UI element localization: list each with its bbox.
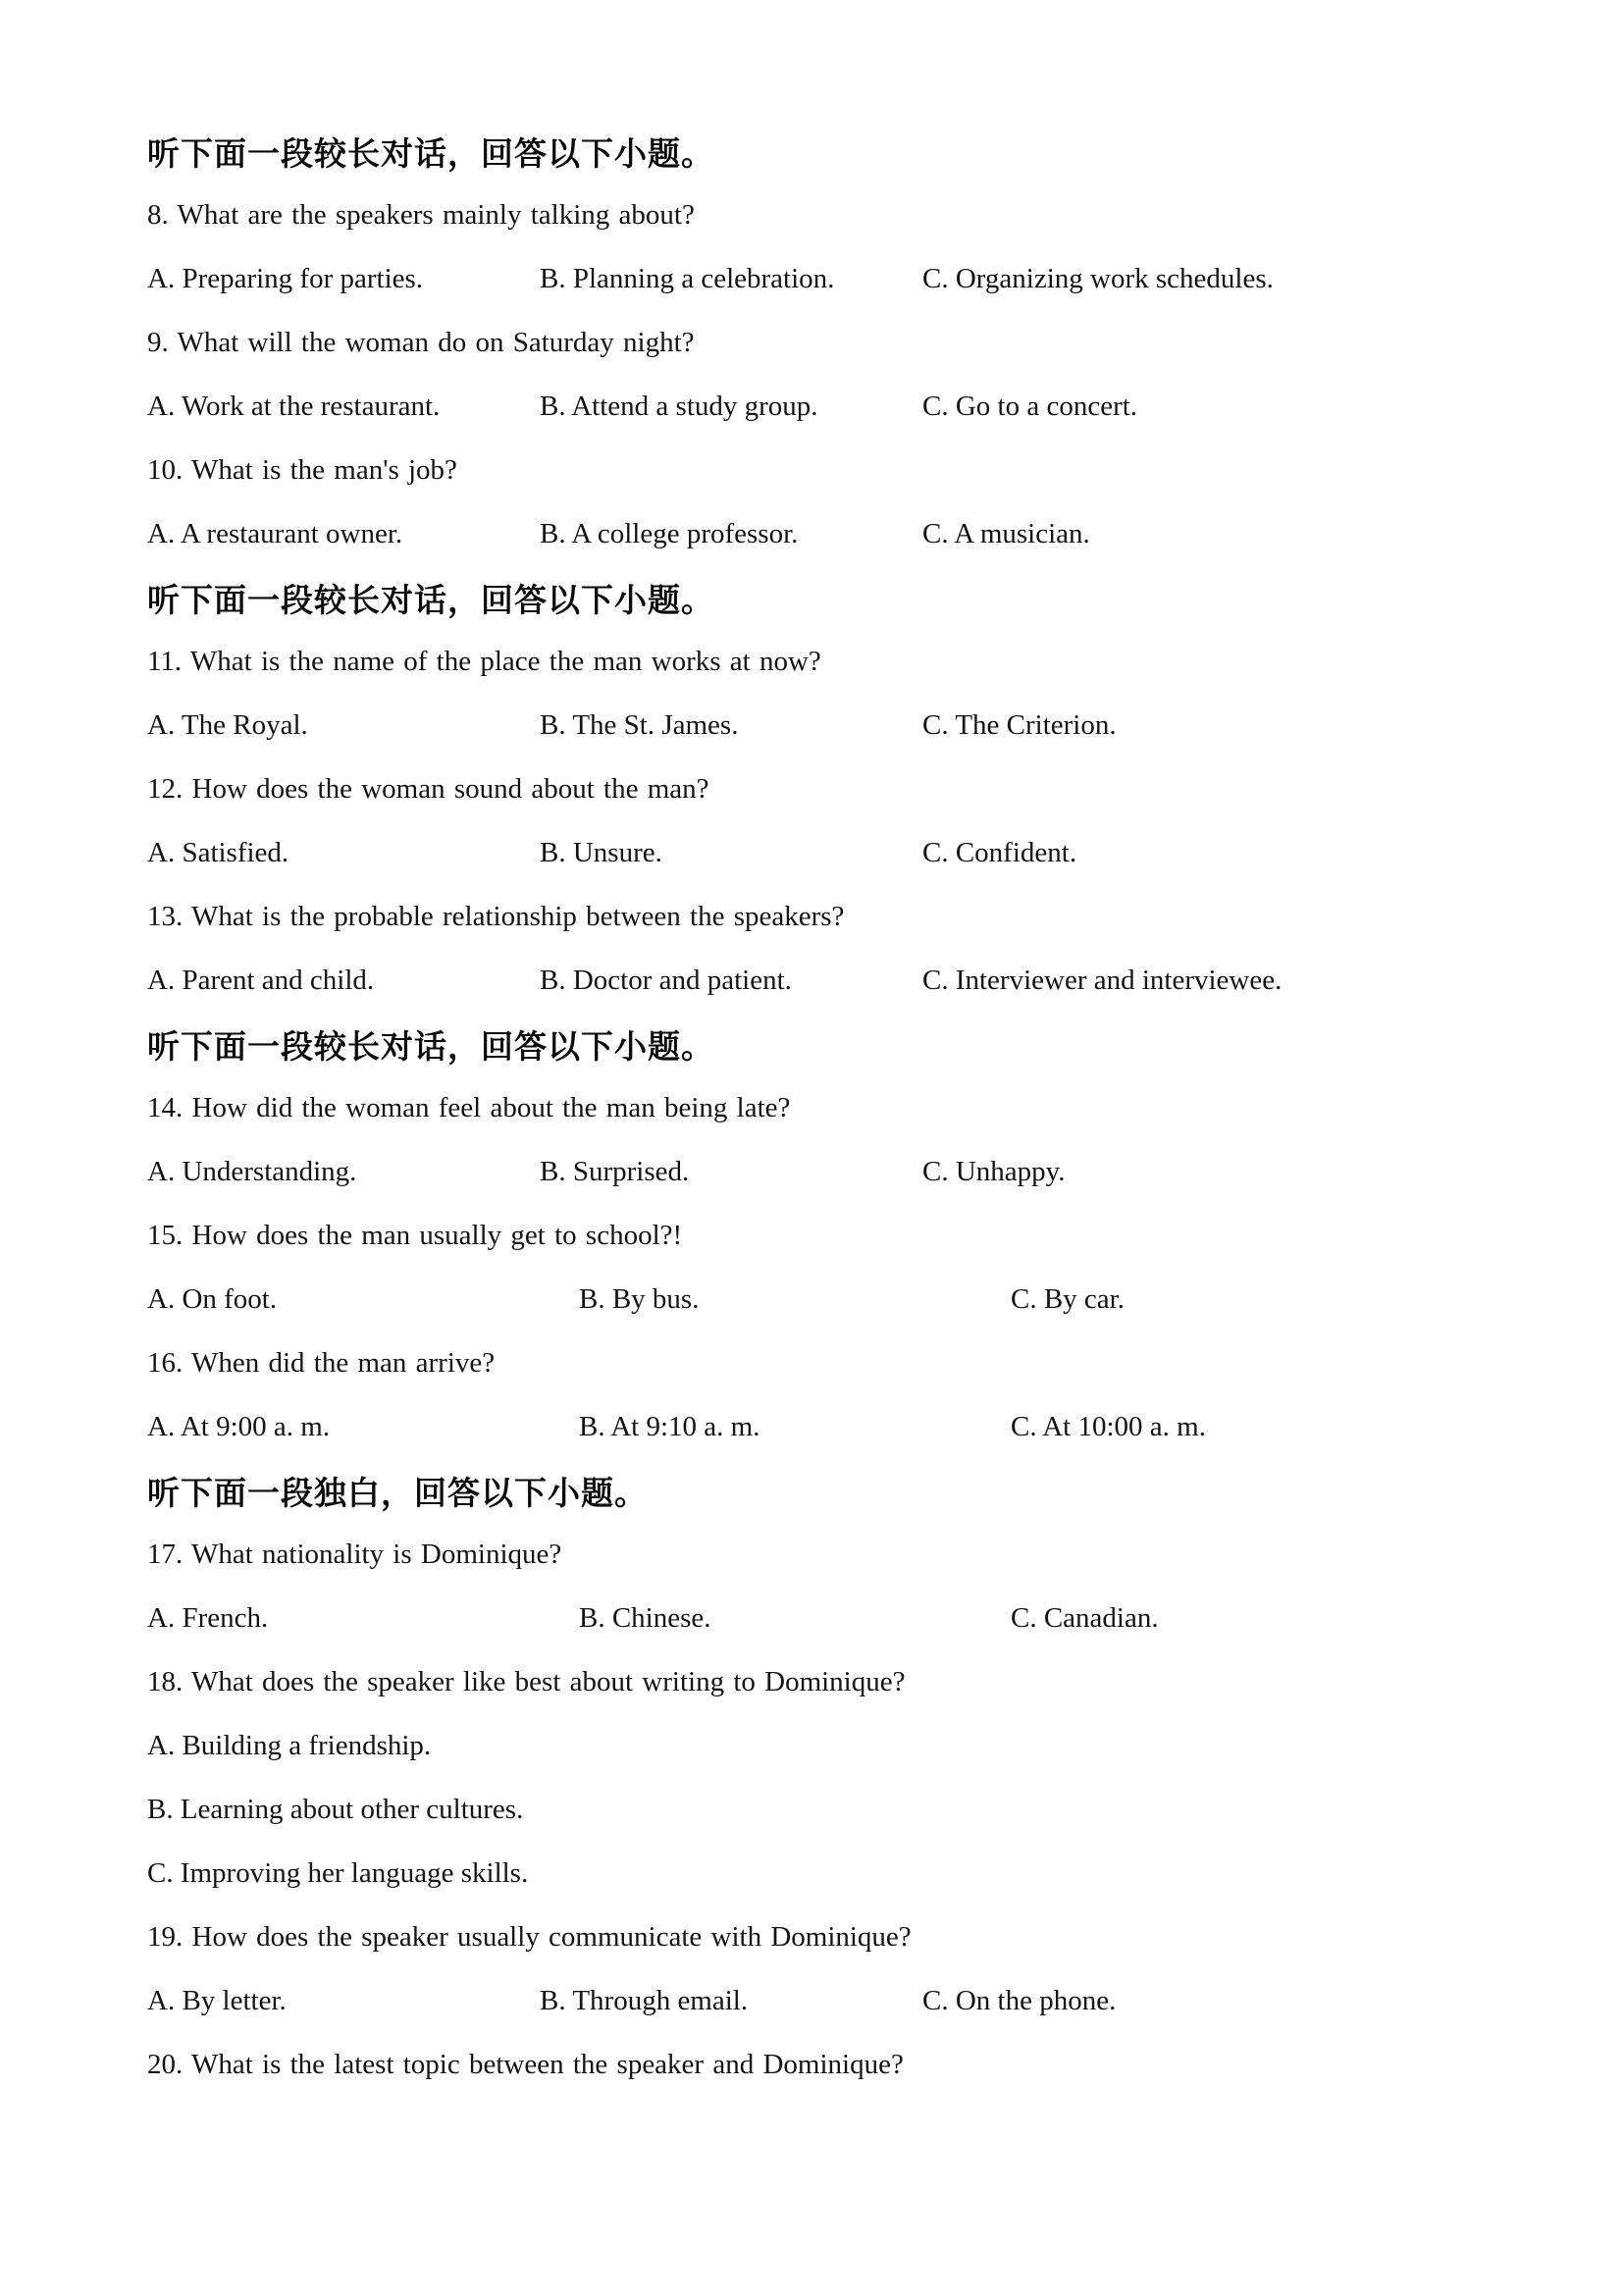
- question-10-option-a: A. A restaurant owner.: [147, 518, 403, 549]
- question-8-option-c: C. Organizing work schedules.: [922, 263, 1274, 294]
- question-14: 14. How did the woman feel about the man being late?: [147, 1092, 791, 1123]
- question-12: 12. How does the woman sound about the man?: [147, 773, 709, 805]
- question-9-option-c: C. Go to a concert.: [922, 391, 1138, 422]
- question-18: 18. What does the speaker like best about writing to Dominique?: [147, 1666, 906, 1697]
- question-20: 20. What is the latest topic between the speaker and Dominique?: [147, 2049, 904, 2080]
- question-10-option-c: C. A musician.: [922, 518, 1090, 549]
- question-17-options: [147, 1587, 1564, 1650]
- question-16-option-c: C. At 10:00 a. m.: [1011, 1411, 1206, 1442]
- question-9: 9. What will the woman do on Saturday night?: [147, 327, 695, 358]
- question-13-option-c: C. Interviewer and interviewee.: [922, 965, 1283, 996]
- question-19-option-b: B. Through email.: [540, 1985, 749, 2016]
- question-16: 16. When did the man arrive?: [147, 1347, 496, 1379]
- question-17-option-a: A. French.: [147, 1602, 269, 1634]
- question-10-options: [147, 502, 1564, 566]
- question-18-option-c-row: [147, 1842, 1564, 1905]
- question-13-options: [147, 949, 1564, 1013]
- question-18-option-c: C. Improving her language skills.: [147, 1857, 529, 1889]
- section-4-heading: 听下面一段独白，回答以下小题。: [147, 1475, 648, 1511]
- question-9-option-b: B. Attend a study group.: [540, 391, 818, 422]
- question-8-option-a: A. Preparing for parties.: [147, 263, 424, 294]
- question-18-option-a: A. Building a friendship.: [147, 1730, 432, 1761]
- question-10-option-b: B. A college professor.: [540, 518, 799, 549]
- question-11-option-c: C. The Criterion.: [922, 709, 1117, 741]
- section-3-heading: 听下面一段较长对话，回答以下小题。: [147, 1028, 714, 1065]
- question-11-option-b: B. The St. James.: [540, 709, 739, 741]
- section-2-heading: 听下面一段较长对话，回答以下小题。: [147, 582, 714, 618]
- question-18-option-b: B. Learning about other cultures.: [147, 1794, 524, 1825]
- question-15: 15. How does the man usually get to school?!: [147, 1220, 683, 1251]
- question-17-option-b: B. Chinese.: [579, 1602, 711, 1634]
- question-10: 10. What is the man's job?: [147, 454, 457, 486]
- question-11-options: [147, 694, 1564, 757]
- question-14-options: [147, 1140, 1564, 1204]
- question-15-options: [147, 1268, 1564, 1331]
- question-19-option-a: A. By letter.: [147, 1985, 287, 2016]
- question-12-option-a: A. Satisfied.: [147, 837, 289, 868]
- section-1-heading: 听下面一段较长对话，回答以下小题。: [147, 135, 714, 172]
- question-11-option-a: A. The Royal.: [147, 709, 308, 741]
- question-8: 8. What are the speakers mainly talking about?: [147, 199, 695, 231]
- question-15-option-b: B. By bus.: [579, 1283, 700, 1315]
- question-12-option-c: C. Confident.: [922, 837, 1077, 868]
- question-14-option-a: A. Understanding.: [147, 1156, 357, 1187]
- question-13-option-a: A. Parent and child.: [147, 965, 375, 996]
- question-16-option-b: B. At 9:10 a. m.: [579, 1411, 760, 1442]
- question-14-option-b: B. Surprised.: [540, 1156, 690, 1187]
- question-19-options: [147, 1969, 1564, 2033]
- question-19: 19. How does the speaker usually communicate with Dominique?: [147, 1921, 912, 1953]
- question-12-option-b: B. Unsure.: [540, 837, 662, 868]
- question-11: 11. What is the name of the place the man works at now?: [147, 646, 821, 677]
- question-18-option-b-row: [147, 1778, 1564, 1842]
- question-8-option-b: B. Planning a celebration.: [540, 263, 835, 294]
- question-13: 13. What is the probable relationship between the speakers?: [147, 901, 845, 932]
- question-15-option-a: A. On foot.: [147, 1283, 278, 1315]
- question-18-option-a-row: [147, 1714, 1564, 1778]
- question-19-option-c: C. On the phone.: [922, 1985, 1117, 2016]
- question-15-option-c: C. By car.: [1011, 1283, 1125, 1315]
- question-16-option-a: A. At 9:00 a. m.: [147, 1411, 331, 1442]
- question-13-option-b: B. Doctor and patient.: [540, 965, 792, 996]
- question-16-options: [147, 1395, 1564, 1459]
- question-17: 17. What nationality is Dominique?: [147, 1539, 562, 1570]
- question-8-options: [147, 247, 1564, 311]
- question-14-option-c: C. Unhappy.: [922, 1156, 1066, 1187]
- question-9-options: [147, 375, 1564, 439]
- question-12-options: [147, 821, 1564, 885]
- question-9-option-a: A. Work at the restaurant.: [147, 391, 441, 422]
- question-17-option-c: C. Canadian.: [1011, 1602, 1159, 1634]
